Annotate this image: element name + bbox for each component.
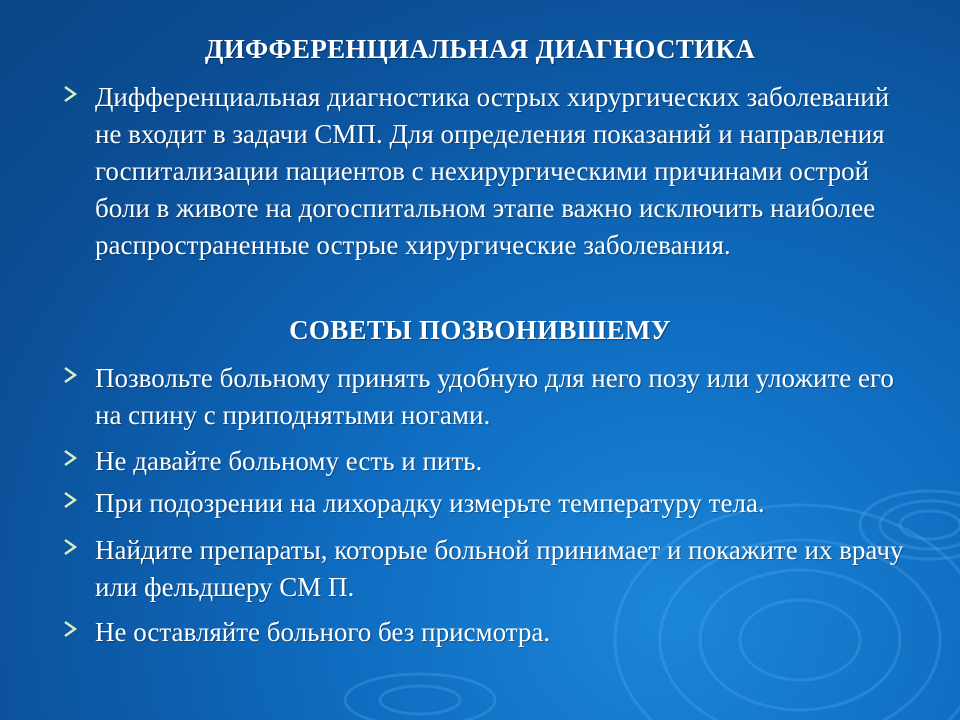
chevron-right-icon (60, 618, 82, 640)
advice-text: Не оставляйте больного без присмотра. (95, 617, 551, 647)
advice-text: Найдите препараты, которые больной принимает и покажите их врачу или фельдшеру СМ П. (95, 535, 904, 602)
chevron-right-icon (60, 536, 82, 558)
chevron-right-icon (60, 447, 82, 469)
intro-paragraph: Дифференциальная диагностика острых хирургических заболеваний не входит в задачи СМП. Для определения показаний и направления госпитализации пациентов с нехирургическими причинами острой боли в животе на догоспитальном этапе важно исключить наиболее распространенные острые хирургические заболевания. (95, 82, 890, 260)
advice-text: При подозрении на лихорадку измерьте температуру тела. (95, 488, 765, 518)
slide-title: ДИФФЕРЕНЦИАЛЬНАЯ ДИАГНОСТИКА (204, 34, 756, 64)
advice-text: Не давайте больному есть и пить. (95, 446, 483, 476)
chevron-right-icon (60, 83, 82, 105)
chevron-right-icon (60, 364, 82, 386)
advice-text: Позвольте больному принять удобную для него позу или уложите его на спину с приподнятыми ногами. (95, 363, 894, 430)
chevron-right-icon (60, 489, 82, 511)
section-heading: СОВЕТЫ ПОЗВОНИВШЕМУ (289, 315, 671, 345)
